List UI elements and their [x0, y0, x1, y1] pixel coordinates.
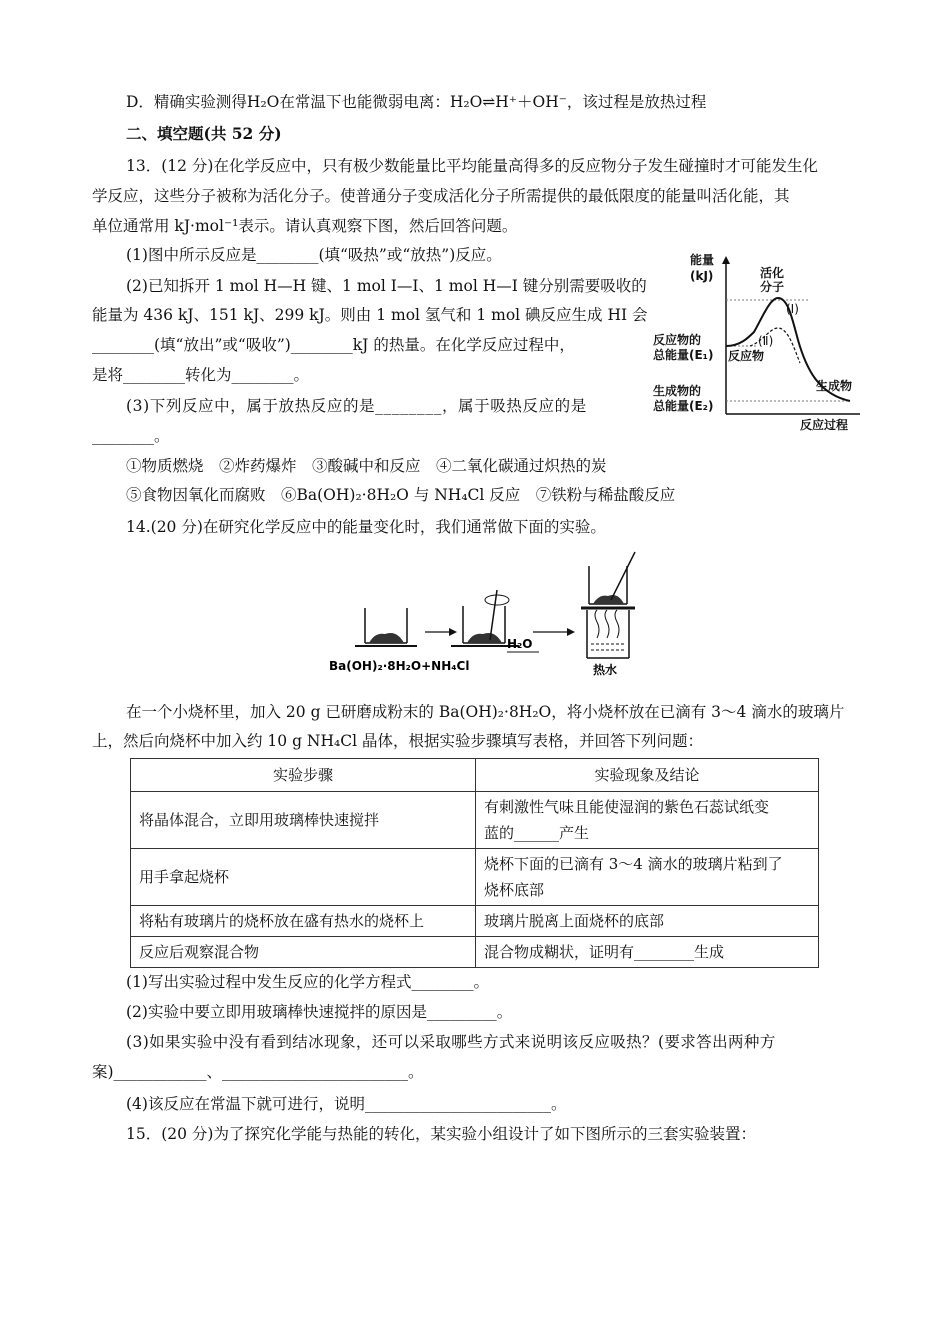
result-cell: [476, 792, 819, 849]
q14-intro: 14.(20 分)在研究化学反应中的能量变化时，我们通常做下面的实验。: [126, 518, 606, 536]
curve-i-label: (Ⅰ): [786, 302, 799, 316]
result-cell: 混合物成糊状，证明有________生成: [476, 937, 819, 968]
q13-part2-b: 能量为 436 kJ、151 kJ、299 kJ。则由 1 mol 氢气和 1 mol 碘反应生成 HI 会: [92, 306, 648, 324]
q13-part2-d: 是将________转化为________。: [92, 366, 310, 384]
step-cell: 将晶体混合，立即用玻璃棒快速搅拌: [131, 792, 476, 849]
q14-instructions-2: 上，然后向烧杯中加入约 10 g NH₄Cl 晶体，根据实验步骤填写表格，并回答下列问题：: [92, 732, 703, 750]
activated-label-1: 活化: [760, 266, 785, 280]
step-cell: 用手拿起烧杯: [131, 849, 476, 906]
result-line: 蓝的______产生: [484, 824, 590, 842]
table-row: [131, 906, 819, 937]
section-heading: 二、填空题(共 52 分): [126, 124, 282, 143]
table-row: [131, 849, 819, 906]
energy-diagram: [650, 248, 870, 433]
reactant-label: 反应物: [728, 349, 765, 363]
q13-part3-b: ________。: [92, 427, 170, 445]
y-axis-label: 能量: [690, 253, 715, 267]
table-header-row: [131, 759, 819, 792]
reactant-energy-1: 反应物的: [653, 333, 702, 347]
q14-part3-a: (3)如果实验中没有看到结冰现象，还可以采取哪些方式来说明该反应吸热？(要求答出两种方: [126, 1033, 776, 1051]
table-row: [131, 937, 819, 968]
result-cell: 玻璃片脱离上面烧杯的底部: [476, 906, 819, 937]
x-axis-label: 反应过程: [800, 418, 849, 432]
water-label: H₂O: [507, 637, 533, 651]
beaker-3-hot-water: [581, 552, 635, 658]
step-cell: 将粘有玻璃片的烧杯放在盛有热水的烧杯上: [131, 906, 476, 937]
activated-label-2: 分子: [760, 280, 785, 294]
q13-options-1: ①物质燃烧 ②炸药爆炸 ③酸碱中和反应 ④二氧化碳通过炽热的炭: [126, 457, 607, 475]
product-energy-1: 生成物的: [653, 384, 702, 398]
q15-intro: 15．(20 分)为了探究化学能与热能的转化，某实验小组设计了如下图所示的三套实验装置：: [126, 1125, 756, 1143]
step-cell: 反应后观察混合物: [131, 937, 476, 968]
q14-part3-b: 案)____________、________________________。: [92, 1063, 424, 1081]
q13-intro-2: 学反应，这些分子被称为活化分子。使普通分子变成活化分子所需提供的最低限度的能量叫活化能，其: [92, 187, 790, 205]
q13-part2-a: (2)已知拆开 1 mol H—H 键、1 mol I—I、1 mol H—I 键分别需要吸收的: [126, 277, 647, 295]
result-cell: [476, 849, 819, 906]
y-axis-unit: (kJ): [690, 269, 714, 283]
q13-intro-1: 13．(12 分)在化学反应中，只有极少数能量比平均能量高得多的反应物分子发生碰撞时才可能发生化: [126, 157, 818, 175]
product-label: 生成物: [816, 379, 853, 393]
table-header-step: 实验步骤: [131, 759, 476, 792]
q14-part2: (2)实验中要立即用玻璃棒快速搅拌的原因是_________。: [126, 1003, 513, 1021]
q13-options-2: ⑤食物因氧化而腐败 ⑥Ba(OH)₂·8H₂O 与 NH₄Cl 反应 ⑦铁粉与稀盐酸反应: [126, 486, 676, 504]
experiment-table: [130, 758, 819, 968]
y-axis-arrow: [722, 256, 730, 264]
apparatus-figure: [325, 548, 655, 678]
q14-part4: (4)该反应在常温下就可进行，说明________________________。: [126, 1095, 567, 1113]
option-d: D．精确实验测得H₂O在常温下也能微弱电离：H₂O⇌H⁺＋OH⁻，该过程是放热过程: [126, 93, 707, 111]
result-line: 有刺激性气味且能使湿润的紫色石蕊试纸变: [484, 798, 770, 816]
q14-instructions-1: 在一个小烧杯里，加入 20 g 已研磨成粉末的 Ba(OH)₂·8H₂O，将小烧杯放在已滴有 3～4 滴水的玻璃片: [126, 703, 845, 721]
q13-part3-a: (3)下列反应中，属于放热反应的是________，属于吸热反应的是: [126, 397, 587, 415]
table-header-result: 实验现象及结论: [476, 759, 819, 792]
q13-part1: (1)图中所示反应是________(填“吸热”或“放热”)反应。: [126, 246, 502, 264]
q14-part1: (1)写出实验过程中发生反应的化学方程式________。: [126, 973, 489, 991]
hot-water-label: 热水: [593, 663, 618, 677]
table-row: [131, 792, 819, 849]
curve-ii-label: (Ⅱ): [758, 334, 774, 348]
result-line: 烧杯底部: [484, 881, 545, 899]
result-line: 烧杯下面的已滴有 3～4 滴水的玻璃片粘到了: [484, 855, 783, 873]
q13-intro-3: 单位通常用 kJ·mol⁻¹表示。请认真观察下图，然后回答问题。: [92, 217, 518, 235]
q13-part2-c: ________(填“放出”或“吸收”)________kJ 的热量。在化学反应过程中，: [92, 336, 575, 354]
product-energy-2: 总能量(E₂): [653, 399, 714, 413]
reactant-energy-2: 总能量(E₁): [653, 348, 714, 362]
beaker-1: [355, 608, 417, 646]
reagent-label: Ba(OH)₂·8H₂O+NH₄Cl: [329, 659, 470, 673]
